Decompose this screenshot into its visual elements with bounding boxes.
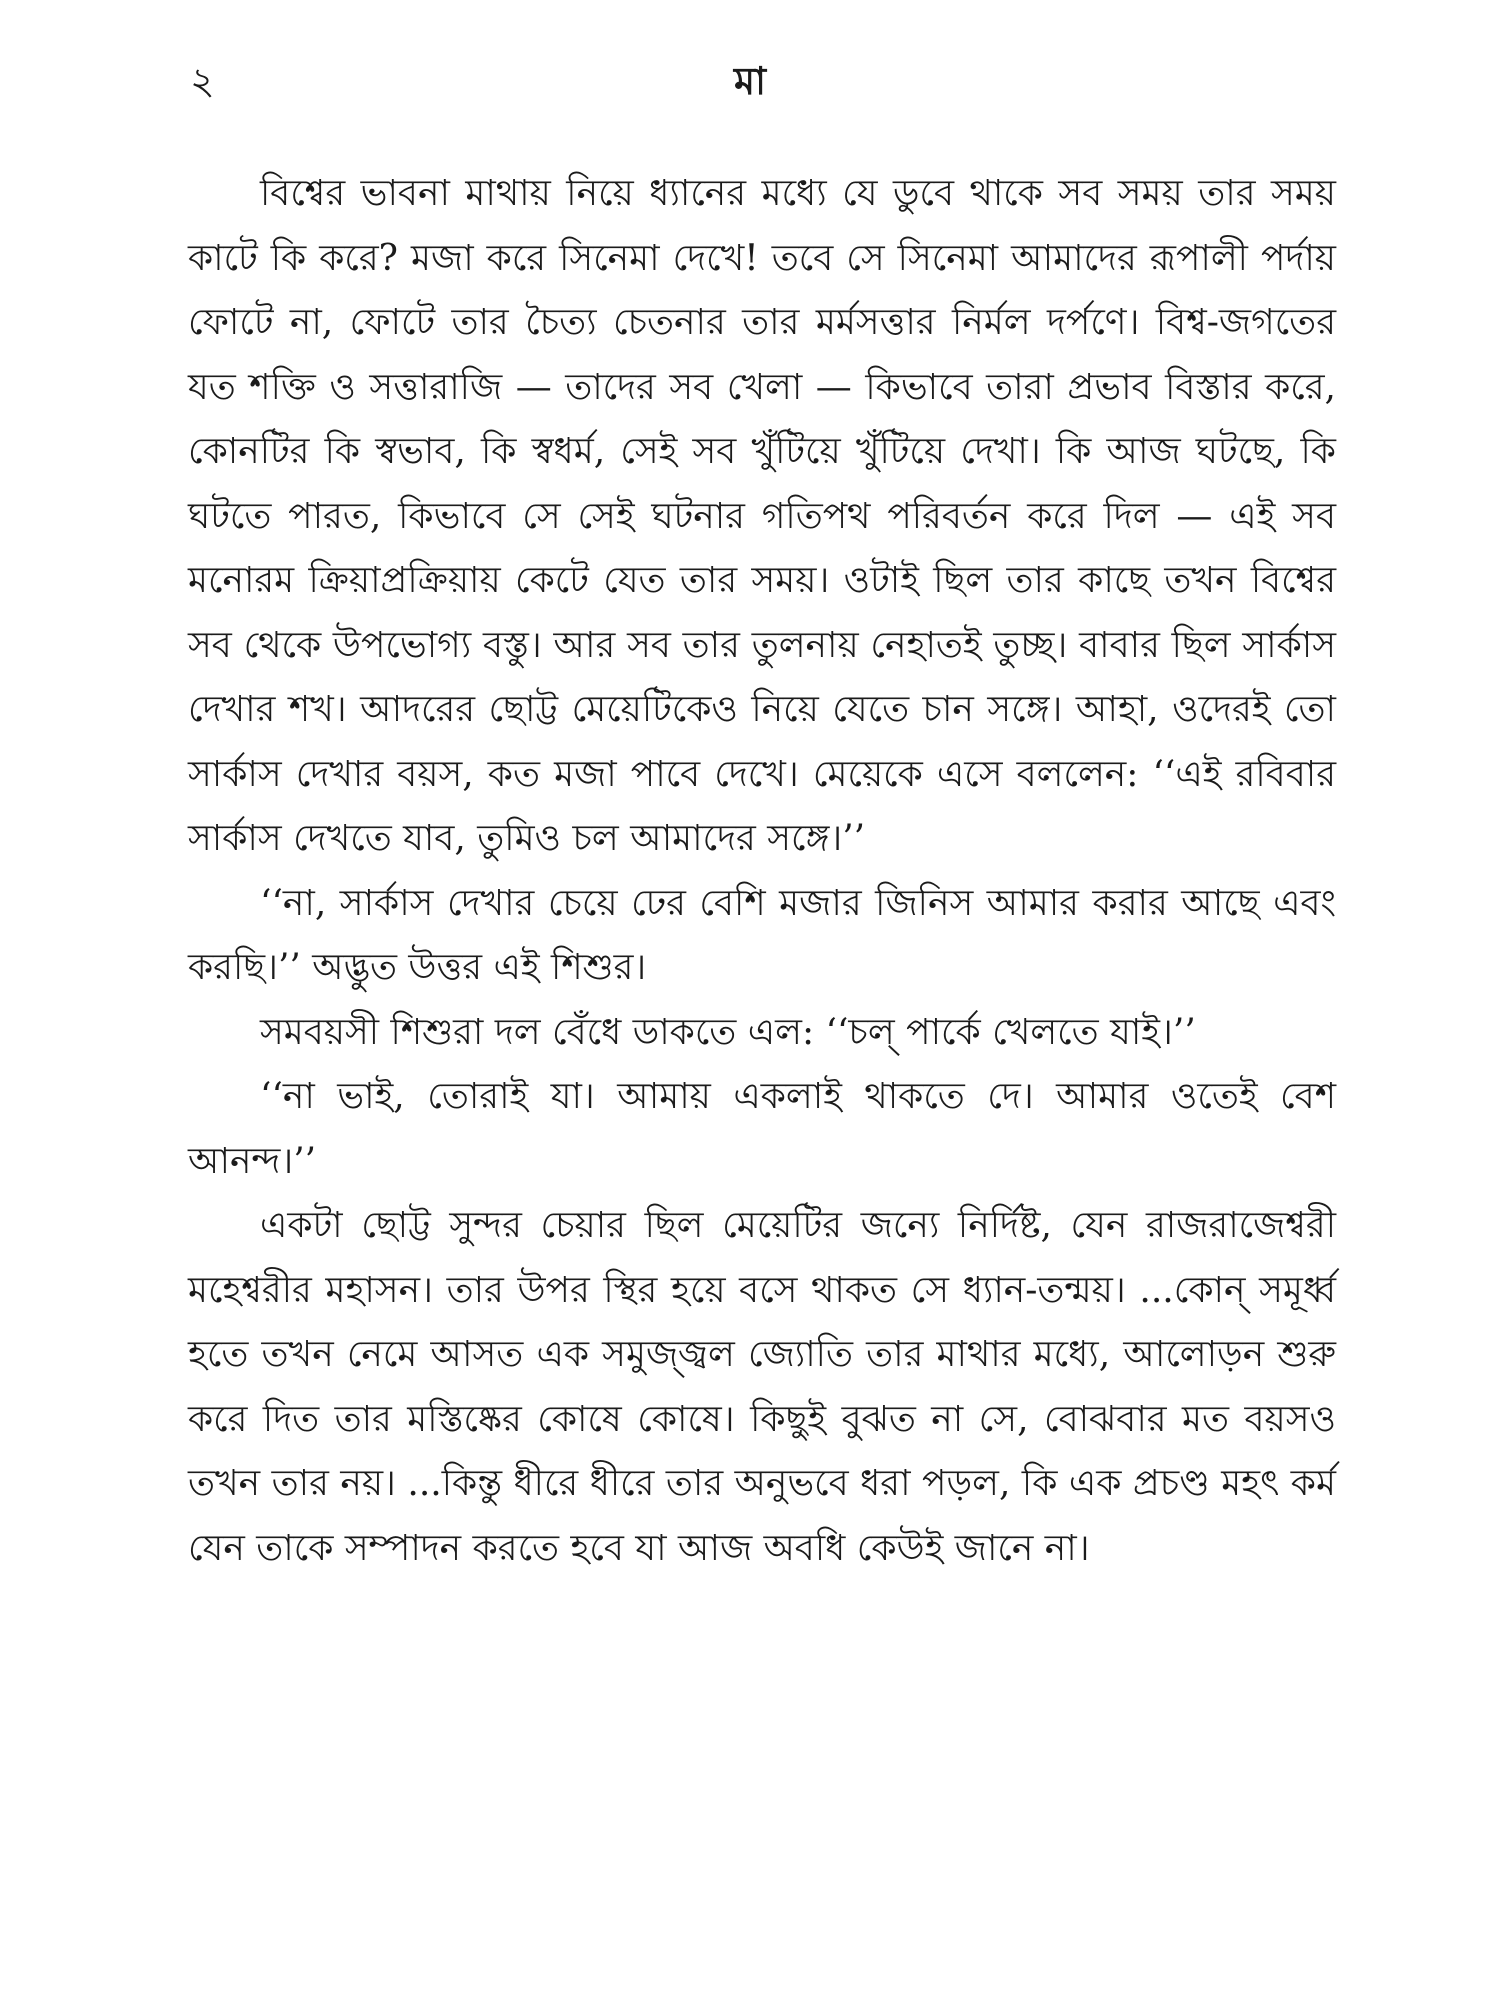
paragraph: বিশ্বের ভাবনা মাথায় নিয়ে ধ্যানের মধ্যে যে ডুবে থাকে সব সময় তার সময় কাটে কি করে? মজা করে সিনেমা দেখে! তবে সে সিনেমা আমাদের রূপালী পর্দায় ফোটে না, ফোটে তার চৈত্য চেতনার তার মর্মসত্তার নির্মল দর্পণে। বিশ্ব-জগতের যত শক্তি ও সত্তারাজি — তাদের সব খেলা — কিভাবে তারা প্রভাব বিস্তার করে, কোনটির কি স্বভাব, কি স্বধর্ম, সেই সব খুঁটিয়ে খুঁটিয়ে দেখা। কি আজ ঘটছে, কি ঘটতে পারত, কিভাবে সে সেই ঘটনার গতিপথ পরিবর্তন করে দিল — এই সব মনোরম ক্রিয়াপ্রক্রিয়ায় কেটে যেত তার সময়। ওটাই ছিল তার কাছে তখন বিশ্বের সব থেকে উপভোগ্য বস্তু। আর সব তার তুলনায় নেহাতই তুচ্ছ। বাবার ছিল সার্কাস দেখার শখ। আদরের ছোট্ট মেয়েটিকেও নিয়ে যেতে চান সঙ্গে। আহা, ওদেরই তো সার্কাস দেখার বয়স, কত মজা পাবে দেখে। মেয়েকে এসে বললেন: ‘‘এই রবিবার সার্কাস দেখতে যাব, তুমিও চল আমাদের সঙ্গে।’’	[188, 173, 1336, 859]
running-head-title: মা	[733, 58, 767, 103]
paragraph: একটা ছোট্ট সুন্দর চেয়ার ছিল মেয়েটির জন্যে নির্দিষ্ট, যেন রাজরাজেশ্বরী মহেশ্বরীর মহাসন। তার উপর স্থির হয়ে বসে থাকত সে ধ্যান-তন্ময়। ...কোন্ সমূর্ধ্ব হতে তখন নেমে আসত এক সমুজ্জ্বল জ্যোতি তার মাথার মধ্যে, আলোড়ন শুরু করে দিত তার মস্তিষ্কের কোষে কোষে। কিছুই বুঝত না সে, বোঝবার মত বয়সও তখন তার নয়। ...কিন্তু ধীরে ধীরে তার অনুভবে ধরা পড়ল, কি এক প্রচণ্ড মহৎ কর্ম যেন তাকে সম্পাদন করতে হবে যা আজ অবধি কেউই জানে না।	[188, 1205, 1336, 1569]
page-number: ২	[190, 59, 215, 103]
paragraph: ‘‘না, সার্কাস দেখার চেয়ে ঢের বেশি মজার জিনিস আমার করার আছে এবং করছি।’’ অদ্ভুত উত্তর এই শিশুর।	[188, 882, 1336, 988]
paragraph: সমবয়সী শিশুরা দল বেঁধে ডাকতে এল: ‘‘চল্ পার্কে খেলতে যাই।’’	[260, 1011, 1196, 1053]
body-text	[188, 162, 1336, 1581]
paragraph: ‘‘না ভাই, তোরাই যা। আমায় একলাই থাকতে দে। আমার ওতেই বেশ আনন্দ।’’	[188, 1076, 1336, 1182]
